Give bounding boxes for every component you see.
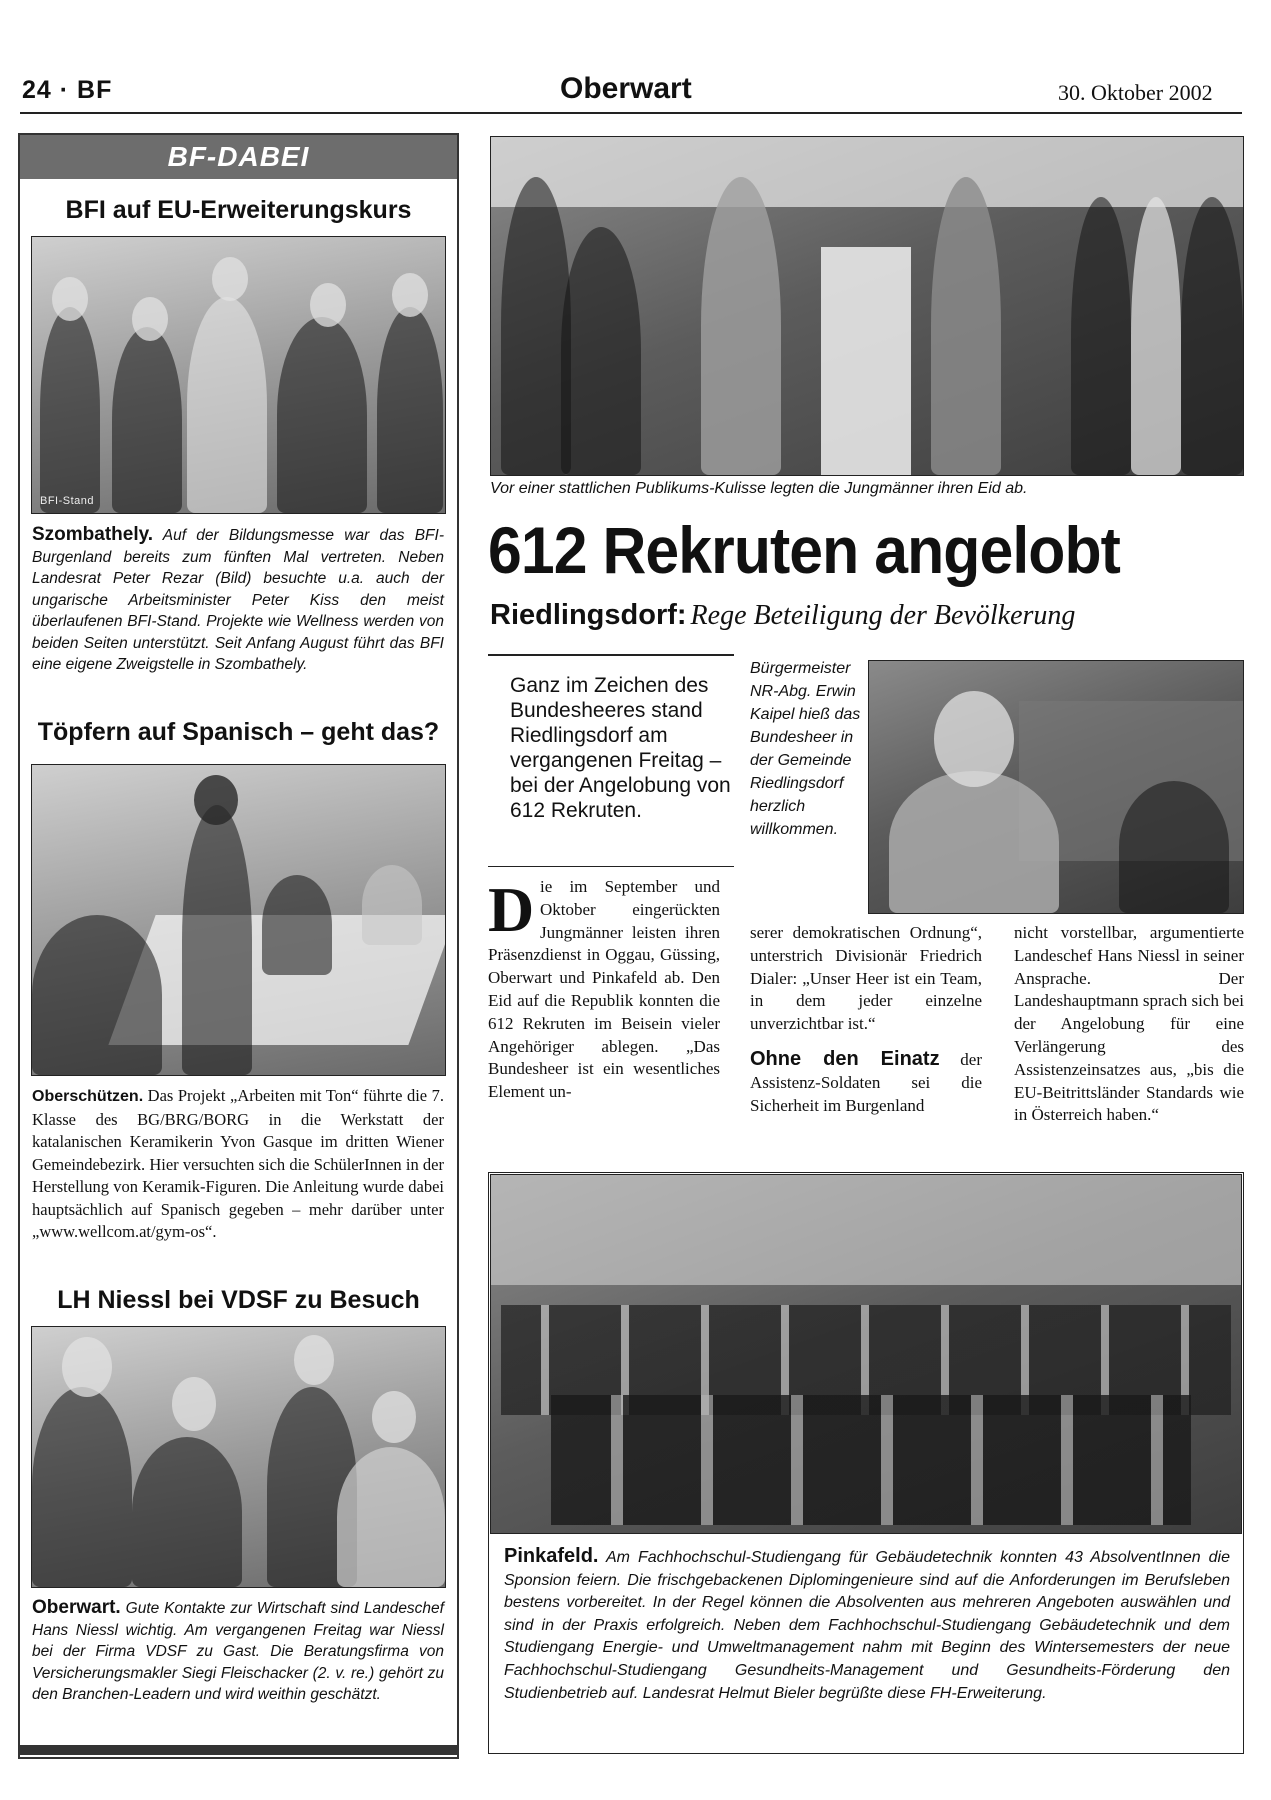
body-col2-subhead: Ohne den Einatz xyxy=(750,1047,940,1070)
body-col1 xyxy=(488,876,720,1104)
body-col2 xyxy=(750,922,982,1117)
story3-photo xyxy=(31,1326,446,1588)
story2-text xyxy=(32,1085,444,1244)
story1-headline: BFI auf EU-Erweiterungskurs xyxy=(65,196,412,224)
issue-date: 30. Oktober 2002 xyxy=(1058,80,1213,105)
drop-cap: D xyxy=(488,874,535,945)
main-headline: 612 Rekruten angelobt xyxy=(488,513,1120,587)
body-col2-text: serer demokratischen Ordnung“, unterstrich Divisionär Friedrich Dialer: „Unser Heer ist ein Team, in dem jeder einzelne unverzichtbar ist.“ xyxy=(750,923,982,1034)
story3-text xyxy=(32,1597,444,1706)
header-rule xyxy=(20,112,1242,114)
bf-dabei-banner: BF-DABEI xyxy=(20,135,457,179)
story3-body: Gute Kontakte zur Wirtschaft sind Landeschef Hans Niessl wichtig. Am vergangenen Freitag war Niessl bei der Firma VDSF zu Gast. Die Beratungsfirma von Versicherungsmakler Siegi Fleischacker (2. v. re.) gehört zu den Branchen-Leadern und wird weithin geschätzt. xyxy=(32,1600,444,1703)
mayor-photo-caption: Bürgermeister NR-Abg. Erwin Kaipel hieß das Bundesheer in der Gemeinde Riedlingsdorf herzlich willkommen. xyxy=(750,660,861,838)
graduates-photo xyxy=(490,1174,1242,1534)
story3-dateline: Oberwart. xyxy=(32,1597,121,1618)
story1-photo xyxy=(31,236,446,514)
bottom-story-text xyxy=(504,1545,1230,1705)
ceremony-photo-caption: Vor einer stattlichen Publikums-Kulisse legten die Jungmänner ihren Eid ab. xyxy=(490,480,1028,497)
body-col2-after: der Assistenz-Soldaten sei die Sicherheit im Burgenland xyxy=(750,1049,982,1115)
section-title: Oberwart xyxy=(560,72,692,105)
mayor-photo xyxy=(868,660,1244,914)
story2-dateline: Oberschützen. xyxy=(32,1088,144,1105)
story2-body: Das Projekt „Arbeiten mit Ton“ führte die 7. Klasse des BG/BRG/BORG in die Werkstatt der katalanischen Keramikerin Yvon Gasque im dritten Wiener Gemeindebezirk. Hier versuchten sich die SchülerInnen in der Herstellung von Keramik-Figuren. Die Anleitung wurde dabei hauptsächlich auf Spanisch gegeben – mehr darüber unter „www.wellcom.at/gym-os“. xyxy=(32,1086,444,1241)
story2-photo xyxy=(31,764,446,1076)
body-col3: nicht vorstellbar, argumentierte Landeschef Hans Niessl in seiner Ansprache. Der Landeshauptmann sprach sich bei der Angelobung für eine Verlängerung des Assistenzeinsatzes aus, „bis die EU-Beitrittsländer Standards wie in Österreich haben.“ xyxy=(1014,923,1244,1125)
story1-dateline: Szombathely. xyxy=(32,524,154,545)
story1-body: Auf der Bildungsmesse war das BFI-Burgenland bereits zum fünften Mal vertreten. Neben Landesrat Peter Rezar (Bild) besuchte u.a. auch der ungarische Arbeitsminister Peter Kiss den meist überlaufenen BFI-Stand. Projekte wie Wellness werden von beiden Seiten unterstützt. Seit Anfang August führt das BFI eine eigene Zweigstelle in Szombathely. xyxy=(32,527,444,673)
story1-text xyxy=(32,524,444,676)
page-number: 24 · BF xyxy=(22,76,113,104)
bottom-story-body: Am Fachhochschul-Studiengang für Gebäudetechnik konnten 43 AbsolventInnen die Sponsion feiern. Die frischgebackenen Diplomingenieure sind auf die Anforderungen im Berufsleben bestens vorbereitet. In der Regel können die Absolventen aus mehreren Angeboten auswählen und sind in der Praxis erfolgreich. Neben dem Fachhochschul-Studiengang Gebäudetechnik und dem Studiengang Energie- und Umweltmanagement nahm mit Beginn des Wintersemesters der neue Fachhochschul-Studiengang Gesundheits-Management und Gesundheits-Förderung den Studienbetrieb auf. Landesrat Helmut Bieler begrüßte diese FH-Erweiterung. xyxy=(504,1549,1231,1702)
story2-headline: Töpfern auf Spanisch – geht das? xyxy=(37,718,440,746)
story3-headline: LH Niessl bei VDSF zu Besuch xyxy=(57,1286,420,1314)
story1-photo-label: BFI-Stand xyxy=(40,495,95,507)
left-bottom-bar xyxy=(18,1745,459,1755)
ceremony-photo xyxy=(490,136,1244,476)
bottom-story-dateline: Pinkafeld. xyxy=(504,1545,599,1567)
sub-text: Rege Beteiligung der Bevölkerung xyxy=(690,600,1076,631)
lead-text: Ganz im Zeichen des Bundesheeres stand Riedlingsdorf am vergangenen Freitag – bei der Angelobung von 612 Rekruten. xyxy=(510,674,731,822)
main-subheadline xyxy=(490,599,1250,632)
sub-place: Riedlingsdorf: xyxy=(490,599,687,631)
body-col1-text: ie im September und Oktober eingerückten Jungmänner leisten ihren Präsenzdienst in Oggau, Güssing, Oberwart und Pinkafeld ab. Den Eid auf die Republik konnten die 612 Rekruten im Beisein vieler Angehöriger ablegen. „Das Bundesheer ist ein wesentliches Element un- xyxy=(488,877,720,1102)
